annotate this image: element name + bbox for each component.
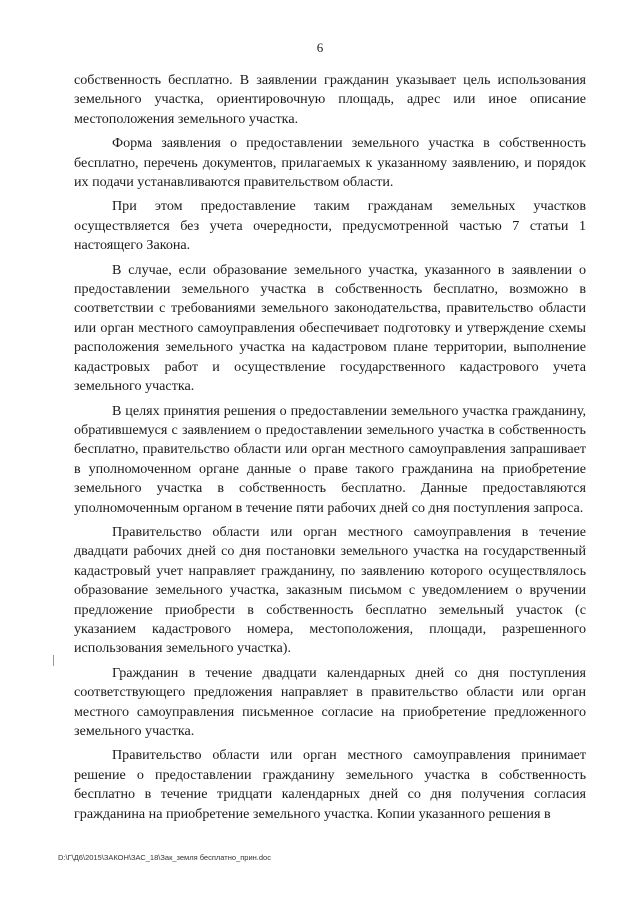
document-body (74, 71, 586, 824)
paragraph-land-formation: В случае, если образование земельного участка, указанного в заявлении о предоставлении земельного участка в собственность бесплатно, возможно в соответствии с требованиями земельного законодательства, правительство области или орган местного самоуправления обеспечивает подготовку и утверждение схемы расположения земельного участка на кадастровом плане территории, выполнение кадастровых работ и осуществление государственного кадастрового учета земельного участка. (74, 261, 586, 395)
paragraph-offer-notification: Правительство области или орган местного самоуправления в течение двадцати рабочих дней со дня постановки земельного участка на государственный кадастровый учет направляет гражданину, по заявлению которого осуществлялось образование земельного участка, заказным письмом с уведомлением о вручении предложение приобрести в собственность бесплатно земельный участок (с указанием кадастрового номера, местоположения, площади, разрешенного использования земельного участка). (74, 523, 586, 657)
page-number: 6 (316, 40, 324, 55)
paragraph-data-request: В целях принятия решения о предоставлении земельного участка гражданину, обратившемуся с заявлением о предоставлении земельного участка в собственность бесплатно, правительство области или орган местного самоуправления запрашивает в уполномоченном органе данные о праве такого гражданина на приобретение земельного участка в собственность бесплатно. Данные предоставляются уполномоченным органом в течение пяти рабочих дней со дня поступления запроса. (74, 402, 586, 516)
paragraph-continuation: собственность бесплатно. В заявлении гражданин указывает цель использования земельного участка, ориентировочную площадь, адрес или иное описание местоположения земельного участка. (74, 72, 586, 127)
paragraph-decision: Правительство области или орган местного самоуправления принимает решение о предоставлении гражданину земельного участка в собственность бесплатно в течение тридцати календарных дней со дня получения согласия гражданина на приобретение земельного участка. Копии указанного решения в (74, 747, 586, 822)
footer-file-path: D:\Г\Д6\2015\ЗАКОН\ЗАС_18\Зак_земля бесплатно_прин.doc (58, 853, 271, 862)
paragraph-citizen-consent: Гражданин в течение двадцати календарных дней со дня поступления соответствующего предложения направляет в правительство области или орган местного самоуправления письменное согласие на приобретение предложенного земельного участка. (74, 664, 586, 739)
paragraph-application-form: Форма заявления о предоставлении земельного участка в собственность бесплатно, перечень документов, прилагаемых к указанному заявлению, и порядок их подачи устанавливаются правительством области. (74, 135, 586, 191)
paragraph-no-queue: При этом предоставление таким гражданам земельных участков осуществляется без учета очередности, предусмотренной частью 7 статьи 1 настоящего Закона. (74, 198, 586, 254)
margin-mark (53, 655, 54, 666)
